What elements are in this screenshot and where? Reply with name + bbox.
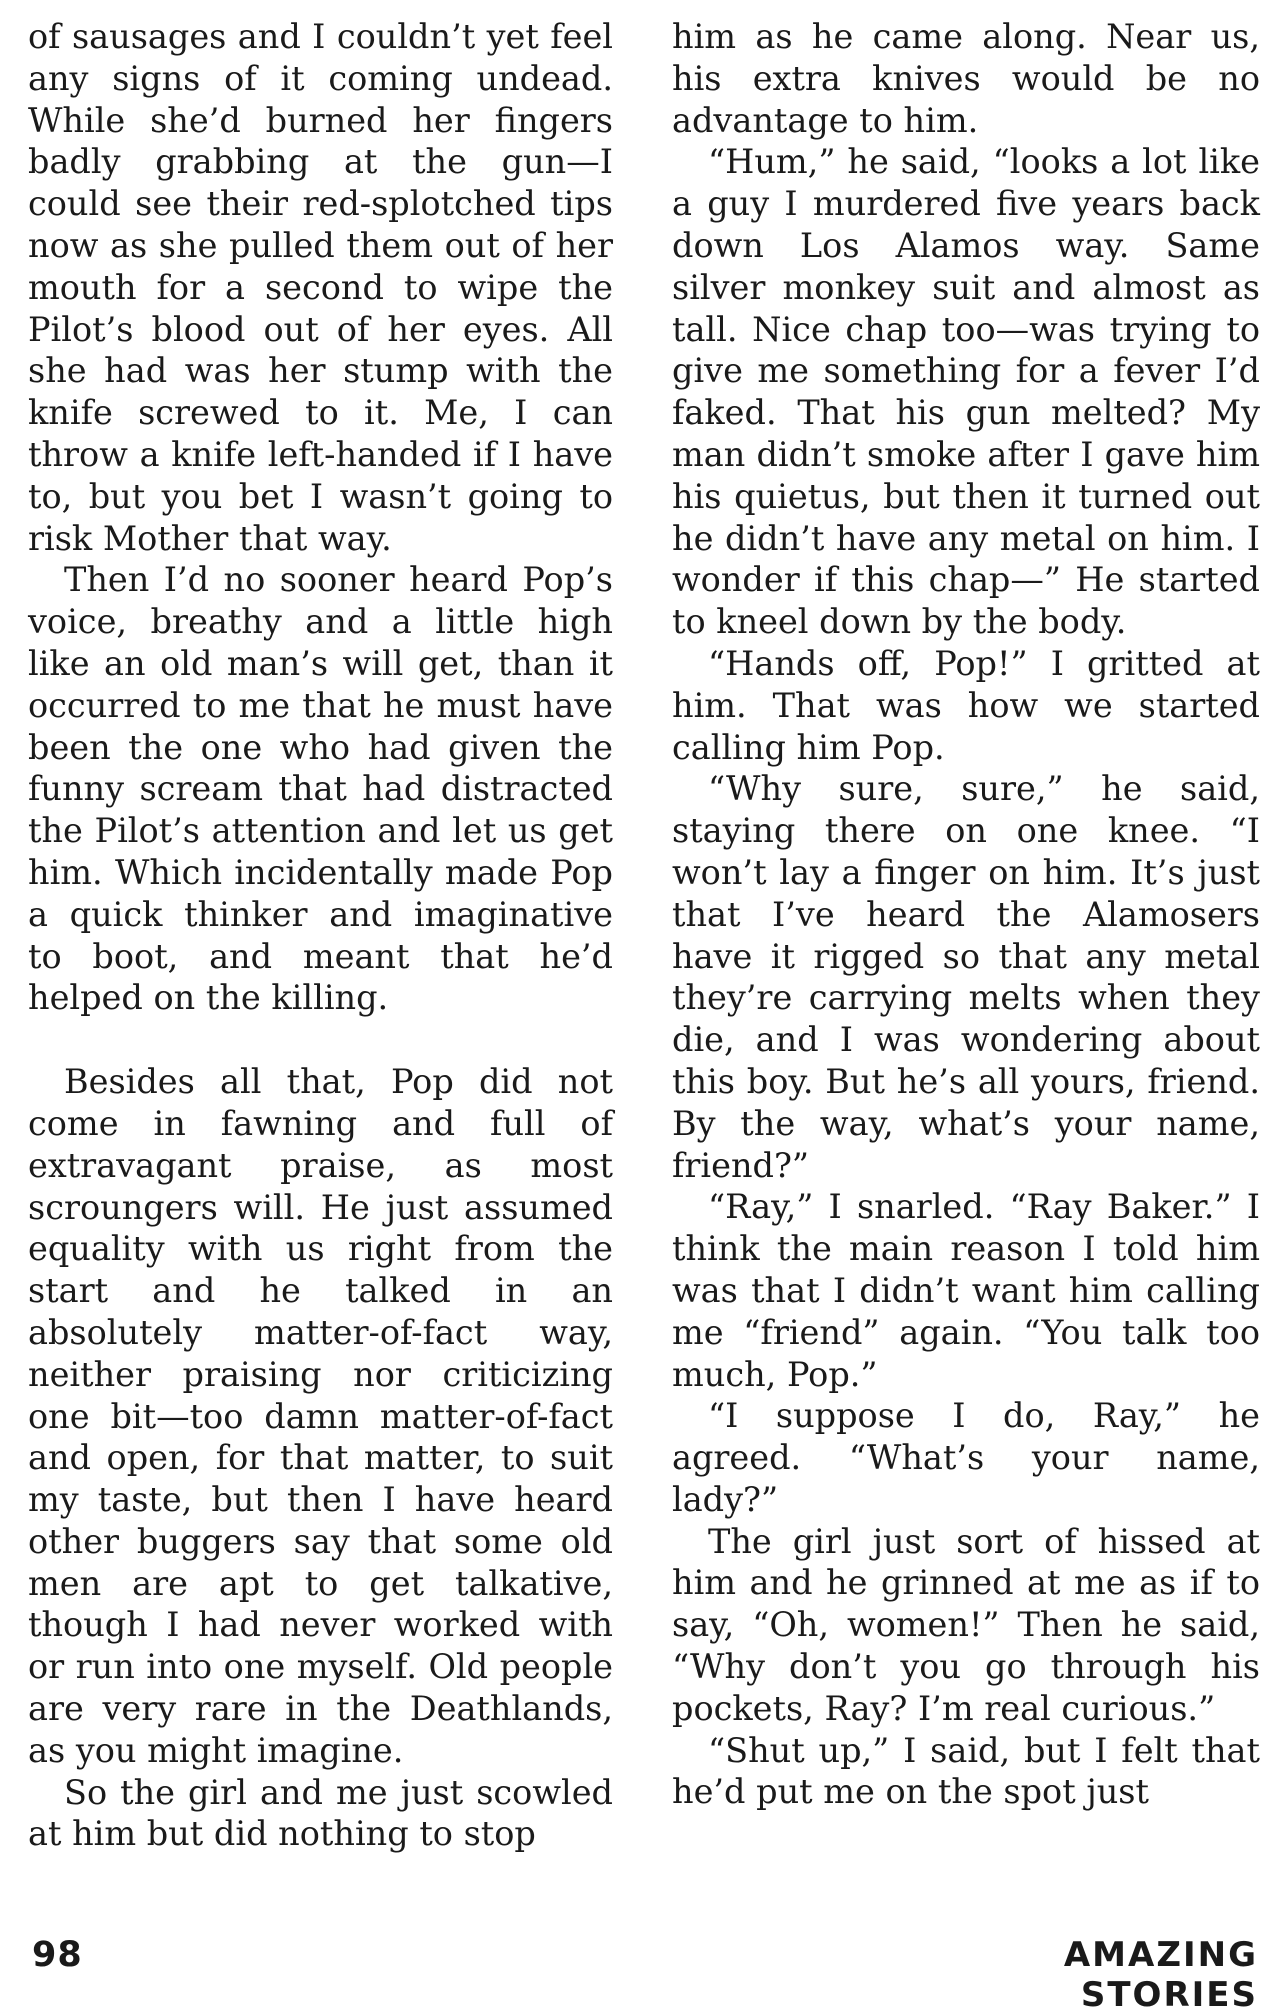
paragraph: him as he came along. Near us, his extra knives would be no advantage to him.	[672, 17, 1260, 140]
page-number: 98	[32, 1935, 83, 1975]
paragraph: Then I’d no sooner heard Pop’s voice, breathy and a little high like an old man’s will get, than it occurred to me that he must have been the one who had given the funny scream that had distracted the Pilot’s attention and let us get him. Which incidentally made Pop a quick thinker and imaginative to boot, and meant that he’d helped on the killing.	[28, 560, 613, 1018]
left-text-column	[28, 16, 613, 1855]
paragraph: “Hum,” he said, “looks a lot like a guy I murdered five years back down Los Alamos way. Same silver monkey suit and almost as tall. Nice chap too—was trying to give me something for a fever I’d faked. That his gun melted? My man didn’t smoke after I gave him his quietus, but then it turned out he didn’t have any metal on him. I wonder if this chap—” He started to kneel down by the body.	[672, 142, 1260, 642]
magazine-title: AMAZING STORIES	[1063, 1935, 1258, 2015]
paragraph: “I suppose I do, Ray,” he agreed. “What’s your name, lady?”	[672, 1396, 1260, 1519]
paragraph: “Why sure, sure,” he said, staying there on one knee. “I won’t lay a finger on him. It’s just that I’ve heard the Alamosers have it rigged so that any metal they’re carrying melts when they die, and I was wondering about this boy. But he’s all yours, friend. By the way, what’s your name, friend?”	[672, 769, 1260, 1185]
paragraph: of sausages and I couldn’t yet feel any signs of it coming undead. While she’d burned her fingers badly grabbing at the gun—I could see their red-splotched tips now as she pulled them out of her mouth for a second to wipe the Pilot’s blood out of her eyes. All she had was her stump with the knife screwed to it. Me, I can throw a knife left-handed if I have to, but you bet I wasn’t going to risk Mother that way.	[28, 17, 613, 558]
paragraph: “Shut up,” I said, but I felt that he’d put me on the spot just	[672, 1730, 1260, 1812]
paragraph: Besides all that, Pop did not come in fawning and full of extravagant praise, as most scroungers will. He just assumed equality with us right from the start and he talked in an absolutely matter-of-fact way, neither praising nor criticizing one bit—too damn matter-of-fact and open, for that matter, to suit my taste, but then I have heard other buggers say that some old men are apt to get talkative, though I had never worked with or run into one myself. Old people are very rare in the Deathlands, as you might imagine.	[28, 1062, 613, 1770]
paragraph: The girl just sort of hissed at him and he grinned at me as if to say, “Oh, women!” Then he said, “Why don’t you go through his pockets, Ray? I’m real curious.”	[672, 1521, 1260, 1728]
paragraph: “Hands off, Pop!” I gritted at him. That was how we started calling him Pop.	[672, 643, 1260, 767]
paragraph: “Ray,” I snarled. “Ray Baker.” I think the main reason I told him was that I didn’t want him calling me “friend” again. “You talk too much, Pop.”	[672, 1187, 1260, 1394]
right-text-column	[672, 16, 1260, 1813]
paragraph: So the girl and me just scowled at him but did nothing to stop	[28, 1772, 613, 1854]
